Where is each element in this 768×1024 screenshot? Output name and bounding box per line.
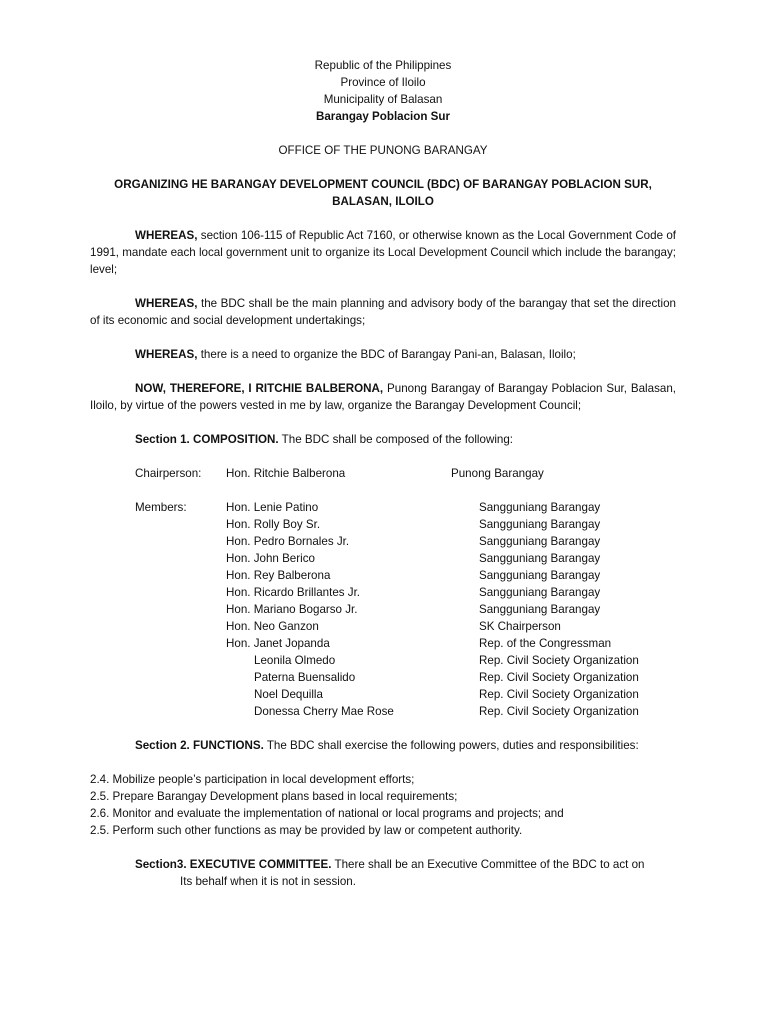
member-position: Sangguniang Barangay bbox=[479, 569, 601, 582]
function-item: 2.5. Perform such other functions as may be provided by law or competent authority. bbox=[90, 824, 523, 837]
member-row bbox=[90, 499, 676, 516]
member-name: Hon. Lenie Patino bbox=[226, 501, 319, 514]
chairperson-name: Hon. Ritchie Balberona bbox=[226, 467, 346, 480]
member-name: Paterna Buensalido bbox=[254, 671, 356, 684]
chairperson-label: Chairperson: bbox=[135, 467, 202, 480]
letterhead bbox=[90, 57, 676, 125]
member-position: SK Chairperson bbox=[479, 620, 561, 633]
header-line-republic: Republic of the Philippines bbox=[314, 59, 452, 72]
now-therefore-text: Punong Barangay of Barangay Poblacion Sur, Balasan, Iloilo, by virtue of the powers vested in me by law, organize the Barangay Development Council; bbox=[90, 382, 676, 412]
member-position: Sangguniang Barangay bbox=[479, 501, 601, 514]
document-title-line2: BALASAN, ILOILO bbox=[332, 195, 434, 208]
member-name: Hon. Mariano Bogarso Jr. bbox=[226, 603, 358, 616]
member-row bbox=[90, 618, 676, 635]
whereas-lead: WHEREAS, bbox=[135, 229, 198, 242]
member-row bbox=[90, 533, 676, 550]
header-line-municipality: Municipality of Balasan bbox=[323, 93, 443, 106]
header-line-barangay: Barangay Poblacion Sur bbox=[315, 110, 450, 123]
member-position: Sangguniang Barangay bbox=[479, 535, 601, 548]
member-position: Rep. Civil Society Organization bbox=[479, 654, 639, 667]
member-position: Sangguniang Barangay bbox=[479, 518, 601, 531]
section-2-heading bbox=[90, 737, 676, 754]
members-label: Members: bbox=[135, 501, 187, 514]
member-row bbox=[90, 669, 676, 686]
member-position: Sangguniang Barangay bbox=[479, 603, 601, 616]
section-1-text: The BDC shall be composed of the following: bbox=[278, 433, 514, 446]
office-title: OFFICE OF THE PUNONG BARANGAY bbox=[278, 144, 488, 157]
function-item: 2.6. Monitor and evaluate the implementation of national or local programs and projects; and bbox=[90, 807, 564, 820]
member-name: Hon. Rolly Boy Sr. bbox=[226, 518, 321, 531]
member-name: Noel Dequilla bbox=[254, 688, 323, 701]
member-position: Rep. Civil Society Organization bbox=[479, 705, 639, 718]
section-1-heading bbox=[90, 431, 676, 448]
chairperson-row-table bbox=[90, 465, 676, 482]
member-row bbox=[90, 584, 676, 601]
chairperson-row bbox=[90, 465, 676, 482]
function-item: 2.5. Prepare Barangay Development plans based in local requirements; bbox=[90, 790, 458, 803]
whereas-lead: WHEREAS, bbox=[135, 297, 198, 310]
member-name: Hon. John Berico bbox=[226, 552, 315, 565]
functions-list bbox=[90, 771, 676, 839]
member-position: Sangguniang Barangay bbox=[479, 552, 601, 565]
whereas-paragraph-3 bbox=[90, 346, 676, 363]
whereas-lead: WHEREAS, bbox=[135, 348, 198, 361]
section-3-text: There shall be an Executive Committee of the BDC to act on bbox=[331, 858, 645, 871]
document-page bbox=[90, 57, 676, 890]
section-3-heading bbox=[90, 856, 676, 873]
member-row bbox=[90, 635, 676, 652]
chairperson-position: Punong Barangay bbox=[451, 467, 544, 480]
members-table bbox=[90, 499, 676, 720]
member-name: Hon. Ricardo Brillantes Jr. bbox=[226, 586, 361, 599]
member-name: Hon. Janet Jopanda bbox=[226, 637, 330, 650]
member-position: Rep. of the Congressman bbox=[479, 637, 612, 650]
whereas-paragraph-2 bbox=[90, 295, 676, 329]
member-position: Rep. Civil Society Organization bbox=[479, 688, 639, 701]
member-name: Donessa Cherry Mae Rose bbox=[254, 705, 394, 718]
member-name: Hon. Pedro Bornales Jr. bbox=[226, 535, 350, 548]
whereas-paragraph-1 bbox=[90, 227, 676, 278]
member-name: Hon. Neo Ganzon bbox=[226, 620, 319, 633]
member-row bbox=[90, 686, 676, 703]
member-row bbox=[90, 567, 676, 584]
header-line-province: Province of Iloilo bbox=[340, 76, 426, 89]
section-3-lead: Section3. EXECUTIVE COMMITTEE. bbox=[135, 858, 332, 871]
member-row bbox=[90, 516, 676, 533]
document-title-line1: ORGANIZING HE BARANGAY DEVELOPMENT COUNCIL (BDC) OF BARANGAY POBLACION SUR, bbox=[114, 178, 652, 191]
member-name: Hon. Rey Balberona bbox=[226, 569, 331, 582]
now-therefore-lead: NOW, THEREFORE, I RITCHIE BALBERONA, bbox=[135, 382, 384, 395]
member-row bbox=[90, 652, 676, 669]
section-2-lead: Section 2. FUNCTIONS. bbox=[135, 739, 264, 752]
section-3-continuation: Its behalf when it is not in session. bbox=[180, 875, 356, 888]
now-therefore-paragraph bbox=[90, 380, 676, 414]
member-position: Rep. Civil Society Organization bbox=[479, 671, 639, 684]
section-2-text: The BDC shall exercise the following powers, duties and responsibilities: bbox=[263, 739, 639, 752]
member-row bbox=[90, 550, 676, 567]
whereas-text: section 106-115 of Republic Act 7160, or otherwise known as the Local Government Code of 1991, mandate each local government unit to organize its Local Development Council which include the barangay; level; bbox=[90, 229, 676, 276]
member-name: Leonila Olmedo bbox=[254, 654, 336, 667]
section-1-lead: Section 1. COMPOSITION. bbox=[135, 433, 279, 446]
whereas-text: the BDC shall be the main planning and advisory body of the barangay that set the direction of its economic and social development undertakings; bbox=[90, 297, 676, 327]
member-row bbox=[90, 703, 676, 720]
document-title bbox=[90, 176, 676, 210]
whereas-text: there is a need to organize the BDC of Barangay Pani-an, Balasan, Iloilo; bbox=[197, 348, 576, 361]
member-row bbox=[90, 601, 676, 618]
member-position: Sangguniang Barangay bbox=[479, 586, 601, 599]
function-item: 2.4. Mobilize people’s participation in local development efforts; bbox=[90, 773, 415, 786]
